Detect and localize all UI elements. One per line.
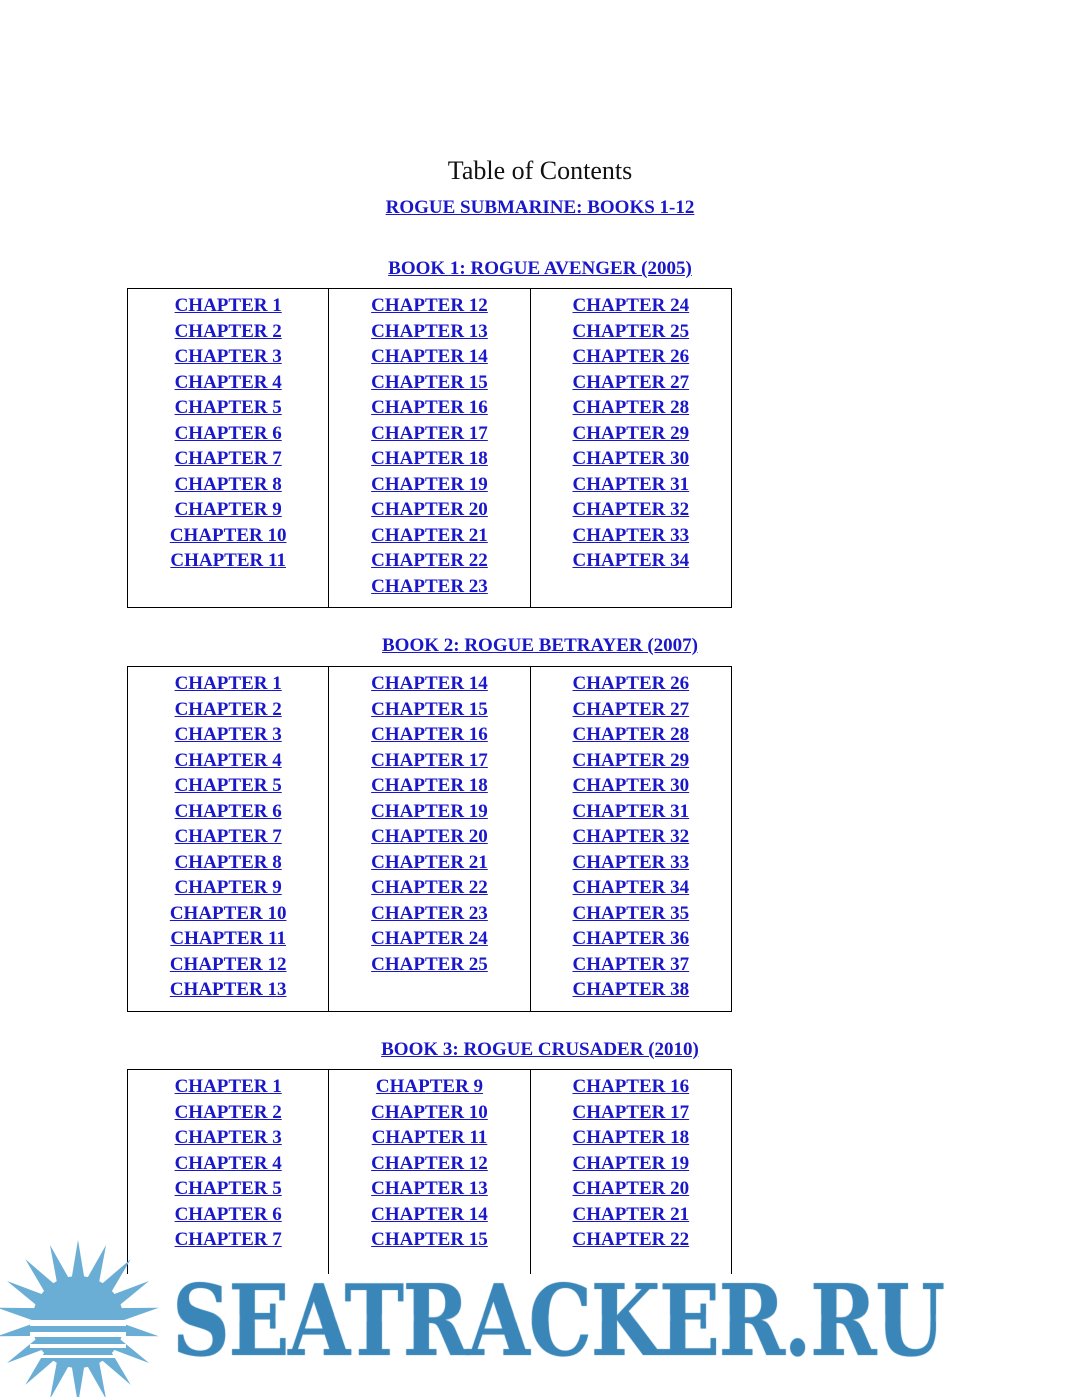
chapter-link[interactable]: CHAPTER 27 — [572, 698, 690, 720]
chapter-link[interactable]: CHAPTER 2 — [174, 1101, 282, 1123]
chapter-link[interactable]: CHAPTER 13 — [371, 320, 488, 342]
chapter-link[interactable]: CHAPTER 3 — [174, 1127, 282, 1148]
chapter-link[interactable]: CHAPTER 18 — [371, 448, 488, 469]
chapter-link[interactable]: CHAPTER 28 — [572, 724, 690, 745]
chapter-link[interactable]: CHAPTER 13 — [169, 979, 287, 1000]
chapter-link[interactable]: CHAPTER 30 — [572, 448, 690, 469]
chapter-column — [328, 667, 529, 1011]
chapter-link[interactable]: CHAPTER 34 — [572, 550, 690, 571]
chapter-link[interactable]: CHAPTER 35 — [572, 902, 690, 924]
chapter-link[interactable]: CHAPTER 6 — [174, 800, 282, 822]
chapter-link[interactable]: CHAPTER 1 — [174, 295, 282, 316]
book-3-heading-link[interactable]: BOOK 3: ROGUE CRUSADER (2010) — [381, 1039, 699, 1060]
chapter-link[interactable]: CHAPTER 29 — [572, 422, 690, 444]
book-1-chapter-table — [127, 288, 732, 608]
chapter-link[interactable]: CHAPTER 19 — [572, 1152, 690, 1174]
chapter-link[interactable]: CHAPTER 17 — [371, 749, 488, 771]
chapter-link[interactable]: CHAPTER 5 — [174, 775, 282, 796]
book-1-heading-link[interactable]: BOOK 1: ROGUE AVENGER (2005) — [388, 258, 692, 279]
chapter-link[interactable]: CHAPTER 29 — [572, 749, 690, 771]
chapter-link[interactable]: CHAPTER 38 — [572, 979, 690, 1000]
chapter-link[interactable]: CHAPTER 20 — [572, 1178, 690, 1199]
sun-icon — [0, 1240, 160, 1397]
chapter-link[interactable]: CHAPTER 19 — [371, 473, 488, 495]
chapter-link[interactable]: CHAPTER 18 — [572, 1127, 690, 1148]
chapter-link[interactable]: CHAPTER 5 — [174, 397, 282, 418]
chapter-column — [530, 667, 731, 1011]
chapter-link[interactable]: CHAPTER 10 — [371, 1101, 488, 1123]
chapter-link[interactable]: CHAPTER 12 — [371, 295, 488, 316]
chapter-link[interactable]: CHAPTER 32 — [572, 499, 690, 520]
chapter-link[interactable]: CHAPTER 5 — [174, 1178, 282, 1199]
chapter-link[interactable]: CHAPTER 6 — [174, 422, 282, 444]
chapter-link[interactable]: CHAPTER 14 — [371, 1203, 488, 1225]
chapter-link[interactable]: CHAPTER 1 — [174, 1076, 282, 1097]
chapter-link[interactable]: CHAPTER 25 — [371, 953, 488, 975]
chapter-link[interactable]: CHAPTER 12 — [371, 1152, 488, 1174]
chapter-link[interactable]: CHAPTER 15 — [371, 1229, 488, 1250]
chapter-link[interactable]: CHAPTER 26 — [572, 346, 690, 367]
chapter-link[interactable]: CHAPTER 21 — [371, 524, 488, 546]
chapter-link[interactable]: CHAPTER 17 — [572, 1101, 690, 1123]
chapter-link[interactable]: CHAPTER 9 — [174, 499, 282, 520]
chapter-link[interactable]: CHAPTER 22 — [572, 1229, 690, 1250]
chapter-link[interactable]: CHAPTER 11 — [371, 1127, 488, 1148]
chapter-link[interactable]: CHAPTER 11 — [170, 928, 286, 949]
chapter-link[interactable]: CHAPTER 16 — [371, 724, 488, 745]
chapter-link[interactable]: CHAPTER 18 — [371, 775, 488, 796]
chapter-link[interactable]: CHAPTER 12 — [169, 953, 287, 975]
chapter-link[interactable]: CHAPTER 10 — [169, 524, 287, 546]
chapter-link[interactable]: CHAPTER 8 — [174, 473, 282, 495]
chapter-link[interactable]: CHAPTER 7 — [174, 448, 282, 469]
chapter-link[interactable]: CHAPTER 13 — [371, 1178, 488, 1199]
chapter-link[interactable]: CHAPTER 31 — [572, 473, 690, 495]
chapter-link[interactable]: CHAPTER 4 — [174, 1152, 282, 1174]
chapter-link[interactable]: CHAPTER 34 — [572, 877, 690, 898]
chapter-link[interactable]: CHAPTER 4 — [174, 371, 282, 393]
chapter-column — [128, 289, 328, 607]
chapter-link[interactable]: CHAPTER 17 — [371, 422, 488, 444]
chapter-link[interactable]: CHAPTER 11 — [170, 550, 286, 571]
chapter-column — [530, 289, 731, 607]
chapter-link[interactable]: CHAPTER 7 — [174, 826, 282, 847]
chapter-link[interactable]: CHAPTER 15 — [371, 698, 488, 720]
chapter-link[interactable]: CHAPTER 9 — [375, 1076, 484, 1097]
chapter-link[interactable]: CHAPTER 2 — [174, 698, 282, 720]
chapter-link[interactable]: CHAPTER 7 — [174, 1229, 282, 1250]
chapter-link[interactable]: CHAPTER 33 — [572, 524, 690, 546]
chapter-column — [128, 667, 328, 1011]
chapter-link[interactable]: CHAPTER 20 — [371, 499, 488, 520]
chapter-link[interactable]: CHAPTER 16 — [572, 1076, 690, 1097]
chapter-link[interactable]: CHAPTER 3 — [174, 724, 282, 745]
chapter-link[interactable]: CHAPTER 32 — [572, 826, 690, 847]
series-link[interactable]: ROGUE SUBMARINE: BOOKS 1-12 — [385, 197, 695, 218]
chapter-link[interactable]: CHAPTER 26 — [572, 673, 690, 694]
chapter-link[interactable]: CHAPTER 2 — [174, 320, 282, 342]
chapter-link[interactable]: CHAPTER 36 — [572, 928, 690, 949]
page-title: Table of Contents — [447, 156, 633, 185]
chapter-link[interactable]: CHAPTER 31 — [572, 800, 690, 822]
chapter-link[interactable]: CHAPTER 22 — [371, 877, 488, 898]
chapter-link[interactable]: CHAPTER 8 — [174, 851, 282, 873]
chapter-link[interactable]: CHAPTER 24 — [572, 295, 690, 316]
watermark-text — [172, 1264, 944, 1379]
chapter-column — [328, 289, 529, 607]
chapter-link[interactable]: CHAPTER 9 — [174, 877, 282, 898]
chapter-link[interactable]: CHAPTER 23 — [371, 902, 488, 924]
chapter-link[interactable]: CHAPTER 3 — [174, 346, 282, 367]
chapter-link[interactable]: CHAPTER 19 — [371, 800, 488, 822]
chapter-link[interactable]: CHAPTER 28 — [572, 397, 690, 418]
chapter-link[interactable]: CHAPTER 37 — [572, 953, 690, 975]
chapter-link[interactable]: CHAPTER 6 — [174, 1203, 282, 1225]
chapter-link[interactable]: CHAPTER 16 — [371, 397, 488, 418]
chapter-link[interactable]: CHAPTER 30 — [572, 775, 690, 796]
chapter-link[interactable]: CHAPTER 33 — [572, 851, 690, 873]
book-2-chapter-table — [127, 666, 732, 1012]
chapter-link[interactable]: CHAPTER 1 — [174, 673, 282, 694]
chapter-link[interactable]: CHAPTER 22 — [371, 550, 488, 571]
chapter-link[interactable]: CHAPTER 10 — [169, 902, 287, 924]
chapter-link[interactable]: CHAPTER 4 — [174, 749, 282, 771]
watermark-text-label: SEATRACKER.RU — [172, 1264, 944, 1379]
chapter-link[interactable]: CHAPTER 14 — [371, 673, 488, 694]
chapter-link[interactable]: CHAPTER 14 — [371, 346, 488, 367]
chapter-link[interactable]: CHAPTER 21 — [572, 1203, 690, 1225]
chapter-link[interactable]: CHAPTER 20 — [371, 826, 488, 847]
chapter-link[interactable]: CHAPTER 25 — [572, 320, 690, 342]
chapter-link[interactable]: CHAPTER 23 — [371, 575, 488, 597]
chapter-link[interactable]: CHAPTER 27 — [572, 371, 690, 393]
book-2-heading-link[interactable]: BOOK 2: ROGUE BETRAYER (2007) — [382, 635, 698, 656]
chapter-link[interactable]: CHAPTER 15 — [371, 371, 488, 393]
chapter-link[interactable]: CHAPTER 21 — [371, 851, 488, 873]
chapter-link[interactable]: CHAPTER 24 — [371, 928, 488, 949]
